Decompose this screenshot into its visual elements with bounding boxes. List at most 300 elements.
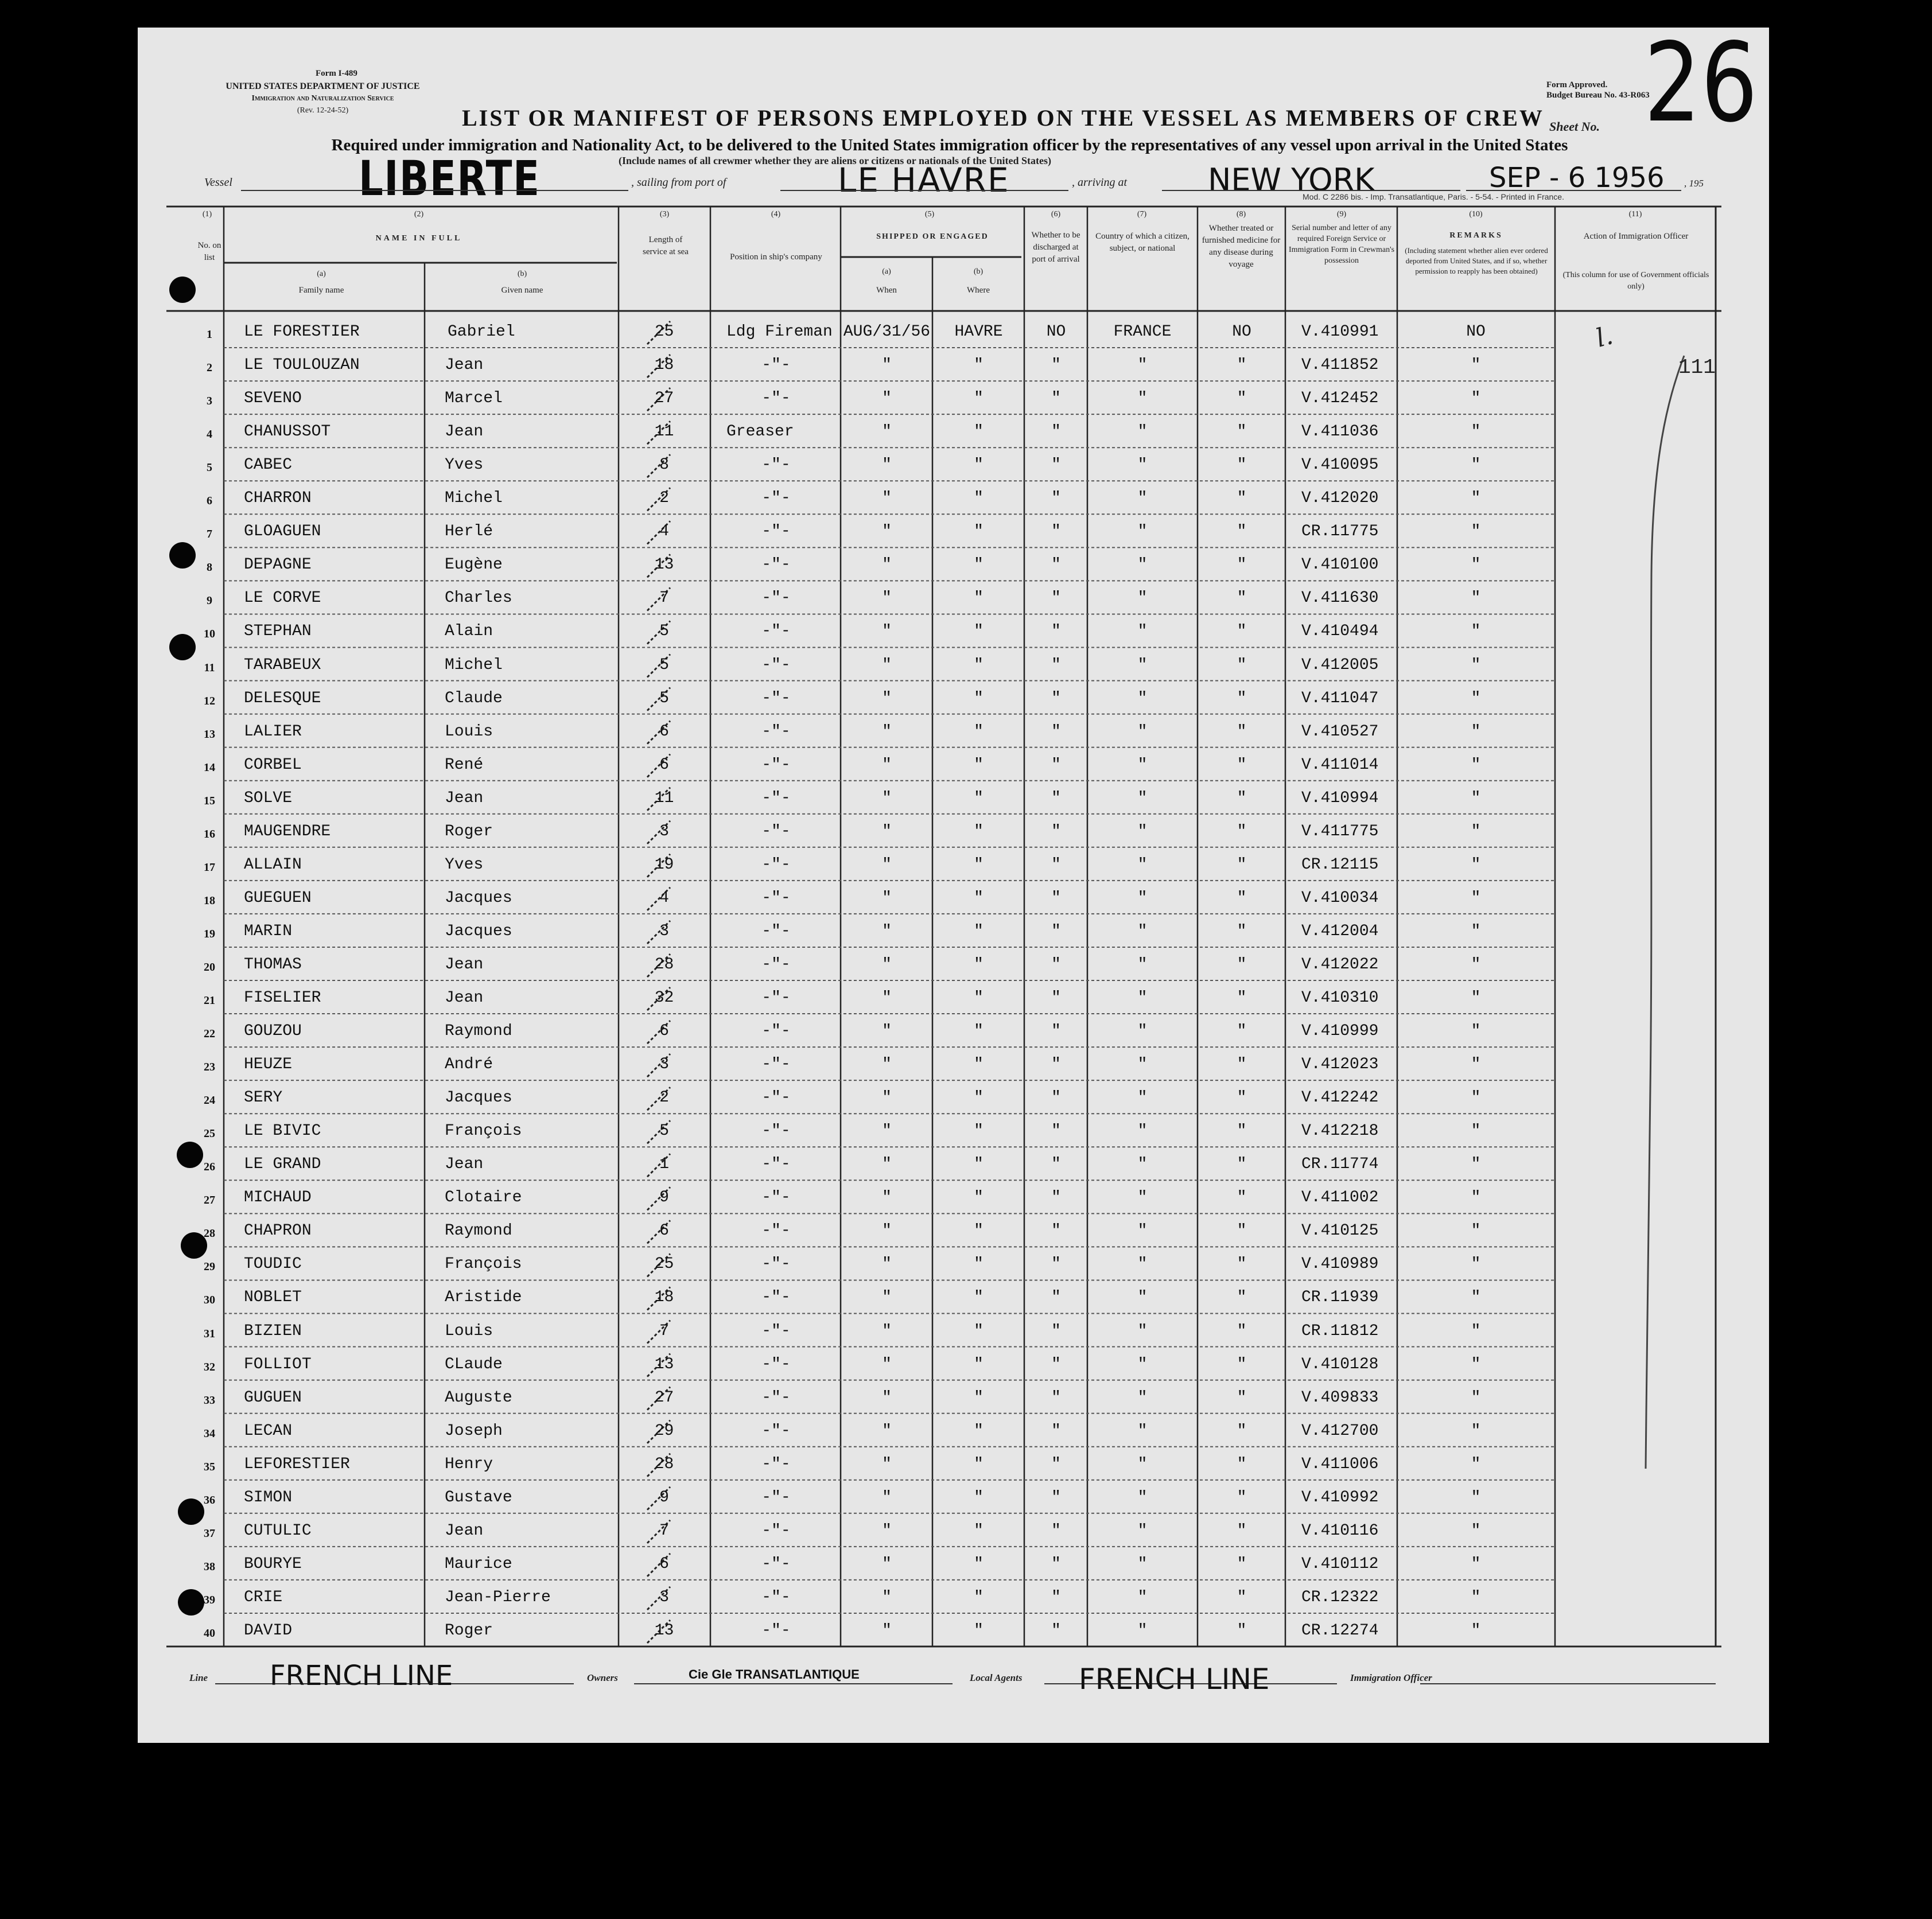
medicine: " (1237, 423, 1247, 441)
row-number: 8 (207, 561, 212, 574)
given-name: Raymond (445, 1222, 512, 1240)
country: " (1137, 1322, 1148, 1340)
position: -"- (761, 1155, 791, 1174)
discharged: " (1051, 489, 1061, 508)
serial-number: V.410994 (1301, 789, 1379, 807)
shipped-where: " (974, 689, 984, 707)
row-number: 7 (207, 528, 212, 541)
remarks: " (1471, 756, 1481, 774)
position: -"- (761, 622, 791, 641)
discharged: " (1051, 1555, 1061, 1573)
serial-number: V.410095 (1301, 456, 1379, 474)
shipped-where: " (974, 1555, 984, 1573)
shipped-when: " (882, 622, 892, 641)
shipped-where: " (974, 1422, 984, 1440)
row-number: 9 (207, 594, 212, 608)
remarks: " (1471, 1022, 1481, 1041)
position: -"- (761, 889, 791, 907)
family-name: CORBEL (244, 756, 302, 774)
family-name: HEUZE (244, 1056, 293, 1074)
service-length: 4 (659, 889, 669, 907)
col5b-number: (b) (973, 267, 984, 276)
service-length: 19 (654, 855, 674, 874)
row-number: 13 (204, 727, 215, 741)
medicine: " (1237, 689, 1247, 707)
shipped-where: " (974, 889, 984, 907)
position: -"- (761, 489, 791, 508)
country: " (1137, 1255, 1148, 1274)
remarks: " (1471, 1388, 1481, 1407)
col9-header: Serial number and letter of any required Foreign Service or Immigration Form in Crewman's possession (1288, 224, 1395, 265)
discharged: " (1051, 1122, 1061, 1140)
discharged: " (1051, 1355, 1061, 1373)
position: -"- (761, 1422, 791, 1440)
shipped-where: " (974, 656, 984, 674)
service-length: 25 (654, 1255, 674, 1274)
given-name: René (445, 756, 484, 774)
serial-number: CR.11774 (1301, 1155, 1379, 1174)
medicine: " (1237, 1255, 1247, 1274)
discharged: " (1051, 855, 1061, 874)
given-name: Joseph (445, 1422, 503, 1440)
family-name: CHARRON (244, 489, 312, 508)
col9-number: (9) (1336, 210, 1347, 219)
serial-number: V.411014 (1301, 756, 1379, 774)
col4-number: (4) (771, 210, 781, 219)
service-length: 5 (659, 689, 669, 707)
row-number: 18 (204, 894, 215, 907)
serial-number: V.410999 (1301, 1022, 1379, 1041)
country: " (1137, 390, 1148, 408)
remarks: " (1471, 955, 1481, 974)
position: -"- (761, 589, 791, 608)
medicine: " (1237, 1388, 1247, 1407)
country: " (1137, 523, 1148, 541)
discharged: " (1051, 1621, 1061, 1640)
department: UNITED STATES DEPARTMENT OF JUSTICE (226, 81, 420, 91)
footer-owners-value: Cie Gle TRANSATLANTIQUE (689, 1667, 860, 1681)
row-number: 17 (204, 861, 215, 874)
printer-line: Mod. C 2286 bis. - Imp. Transatlantique, Paris. - 5-54. - Printed in France. (1303, 192, 1564, 201)
service-length: 18 (654, 1289, 674, 1307)
position: -"- (761, 1056, 791, 1074)
country: " (1137, 889, 1148, 907)
family-name: SIMON (244, 1488, 293, 1507)
family-name: CRIE (244, 1588, 283, 1606)
col8-number: (8) (1236, 210, 1246, 219)
family-name: MICHAUD (244, 1189, 312, 1207)
discharged: " (1051, 456, 1061, 474)
officer-mark-row1: l. (1592, 321, 1616, 353)
country: " (1137, 1555, 1148, 1573)
serial-number: V.410034 (1301, 889, 1379, 907)
position: -"- (761, 356, 791, 375)
shipped-where: " (974, 523, 984, 541)
discharged: " (1051, 523, 1061, 541)
serial-number: CR.11812 (1301, 1322, 1379, 1340)
remarks: " (1471, 1089, 1481, 1107)
discharged: " (1051, 1089, 1061, 1107)
service-length: 5 (659, 622, 669, 641)
service-length: 6 (659, 722, 669, 741)
serial-number: V.411006 (1301, 1455, 1379, 1473)
remarks: " (1471, 689, 1481, 707)
country: " (1137, 1022, 1148, 1041)
country: " (1137, 989, 1148, 1007)
service-length: 13 (654, 556, 674, 574)
row-number: 39 (204, 1593, 215, 1606)
shipped-where: " (974, 1089, 984, 1107)
shipped-when: " (882, 556, 892, 574)
shipped-when: " (882, 1488, 892, 1507)
discharged: " (1051, 955, 1061, 974)
row-number: 28 (204, 1227, 215, 1240)
family-name: LEFORESTIER (244, 1455, 350, 1473)
col2a-header: Family name (298, 286, 344, 295)
position: -"- (761, 756, 791, 774)
serial-number: CR.11939 (1301, 1289, 1379, 1307)
include-text: (Include names of all crewmer whether they are aliens or citizens or nationals of the United States) (619, 155, 1051, 166)
service-length: 2 (659, 1089, 669, 1107)
country: " (1137, 656, 1148, 674)
family-name: SOLVE (244, 789, 293, 807)
shipped-when: " (882, 356, 892, 375)
serial-number: V.410992 (1301, 1488, 1379, 1507)
row-number: 19 (204, 927, 215, 940)
service-length: 18 (654, 356, 674, 375)
medicine: " (1237, 1588, 1247, 1606)
shipped-where: " (974, 789, 984, 807)
shipped-when: " (882, 1322, 892, 1340)
country: " (1137, 1289, 1148, 1307)
given-name: Henry (445, 1455, 493, 1473)
medicine: " (1237, 1056, 1247, 1074)
given-name: Marcel (445, 390, 503, 408)
given-name: Jacques (445, 889, 512, 907)
shipped-when: " (882, 1289, 892, 1307)
discharged: " (1051, 1189, 1061, 1207)
discharged: " (1051, 556, 1061, 574)
footer-agents-label: Local Agents (970, 1672, 1023, 1683)
position: Greaser (726, 423, 794, 441)
shipped-when: " (882, 390, 892, 408)
country: " (1137, 1122, 1148, 1140)
remarks: " (1471, 1521, 1481, 1540)
discharged: " (1051, 589, 1061, 608)
discharged: " (1051, 656, 1061, 674)
shipped-when: " (882, 1355, 892, 1373)
family-name: LE FORESTIER (244, 323, 360, 341)
shipped-where: " (974, 1621, 984, 1640)
discharged: " (1051, 756, 1061, 774)
country: " (1137, 1455, 1148, 1473)
serial-number: V.410989 (1301, 1255, 1379, 1274)
service-length: 6 (659, 756, 669, 774)
family-name: BIZIEN (244, 1322, 302, 1340)
country: " (1137, 789, 1148, 807)
family-name: LE CORVE (244, 589, 321, 608)
serial-number: CR.11775 (1301, 523, 1379, 541)
row-number: 25 (204, 1127, 215, 1140)
country: " (1137, 855, 1148, 874)
col3-number: (3) (659, 210, 670, 219)
shipped-where: " (974, 456, 984, 474)
shipped-where: HAVRE (954, 323, 1003, 341)
position: -"- (761, 523, 791, 541)
country: FRANCE (1113, 323, 1172, 341)
remarks: " (1471, 656, 1481, 674)
arriving-label: , arriving at (1072, 176, 1128, 189)
col11-number: (11) (1628, 210, 1642, 219)
given-name: Clotaire (445, 1189, 522, 1207)
shipped-when: " (882, 889, 892, 907)
position: -"- (761, 1289, 791, 1307)
remarks: " (1471, 556, 1481, 574)
medicine: " (1237, 822, 1247, 840)
given-name: Jean (445, 1521, 484, 1540)
discharged: " (1051, 922, 1061, 940)
country: " (1137, 423, 1148, 441)
given-name: Claude (445, 689, 503, 707)
family-name: TOUDIC (244, 1255, 302, 1274)
remarks: " (1471, 1588, 1481, 1606)
vessel-label: Vessel (204, 176, 232, 189)
serial-number: V.412023 (1301, 1056, 1379, 1074)
col11-header: Action of Immigration Officer (1583, 232, 1689, 241)
sailing-label: , sailing from port of (631, 176, 726, 189)
position: -"- (761, 822, 791, 840)
position: -"- (761, 1189, 791, 1207)
shipped-when: " (882, 423, 892, 441)
col11-sub: (This column for use of Government officials only) (1562, 271, 1709, 291)
position: -"- (761, 456, 791, 474)
serial-number: V.409833 (1301, 1388, 1379, 1407)
medicine: " (1237, 1089, 1247, 1107)
service-length: 11 (654, 789, 674, 807)
row-number: 1 (207, 328, 212, 341)
position: -"- (761, 1555, 791, 1573)
medicine: " (1237, 1022, 1247, 1041)
position: -"- (761, 656, 791, 674)
shipped-when: " (882, 1588, 892, 1606)
footer-agents-value: FRENCH LINE (1079, 1663, 1270, 1696)
shipped-where: " (974, 390, 984, 408)
shipped-when: " (882, 489, 892, 508)
given-name: Jean (445, 356, 484, 375)
shipped-where: " (974, 756, 984, 774)
col2-header: NAME IN FULL (375, 234, 462, 243)
col5a-number: (a) (882, 267, 891, 276)
family-name: CHANUSSOT (244, 423, 331, 441)
given-name: Michel (445, 656, 503, 674)
service-length: 9 (659, 1189, 669, 1207)
given-name: Yves (445, 855, 484, 874)
given-name: Jean (445, 955, 484, 974)
position: -"- (761, 1455, 791, 1473)
shipped-when: " (882, 1521, 892, 1540)
shipped-when: " (882, 1621, 892, 1640)
col2b-number: (b) (517, 270, 527, 278)
medicine: " (1237, 523, 1247, 541)
remarks: " (1471, 1322, 1481, 1340)
shipped-where: " (974, 1289, 984, 1307)
form-title: LIST OR MANIFEST OF PERSONS EMPLOYED ON THE VESSEL AS MEMBERS OF CREW (462, 105, 1544, 131)
country: " (1137, 356, 1148, 375)
col10-header: REMARKS (1449, 231, 1503, 240)
remarks: " (1471, 423, 1481, 441)
medicine: " (1237, 1555, 1247, 1573)
row-number: 11 (204, 661, 215, 674)
row-number: 20 (204, 960, 215, 974)
row-number: 2 (207, 361, 212, 375)
serial-number: V.412700 (1301, 1422, 1379, 1440)
year-suffix: , 195 (1684, 178, 1704, 189)
position: -"- (761, 1588, 791, 1606)
family-name: SERY (244, 1089, 283, 1107)
discharged: " (1051, 423, 1061, 441)
medicine: NO (1232, 323, 1251, 341)
serial-number: V.410991 (1301, 323, 1379, 341)
country: " (1137, 822, 1148, 840)
discharged: " (1051, 1255, 1061, 1274)
service-length: 29 (654, 1422, 674, 1440)
shipped-when: " (882, 1222, 892, 1240)
remarks: " (1471, 789, 1481, 807)
shipped-when: AUG/31/56 (843, 323, 931, 341)
position: -"- (761, 390, 791, 408)
given-name: Gustave (445, 1488, 512, 1507)
service-length: 5 (659, 656, 669, 674)
shipped-where: " (974, 1022, 984, 1041)
country: " (1137, 556, 1148, 574)
medicine: " (1237, 789, 1247, 807)
given-name: Michel (445, 489, 503, 508)
shipped-when: " (882, 1555, 892, 1573)
remarks: " (1471, 622, 1481, 641)
discharged: " (1051, 1455, 1061, 1473)
row-number: 5 (207, 461, 212, 474)
service-length: 27 (654, 390, 674, 408)
shipped-where: " (974, 622, 984, 641)
family-name: DEPAGNE (244, 556, 312, 574)
country: " (1137, 1388, 1148, 1407)
col7-header: Country of which a citizen, subject, or national (1095, 232, 1189, 253)
shipped-where: " (974, 855, 984, 874)
service-length: 2 (659, 489, 669, 508)
position: Ldg Fireman (726, 323, 833, 341)
country: " (1137, 756, 1148, 774)
position: -"- (761, 1255, 791, 1274)
shipped-when: " (882, 1255, 892, 1274)
remarks: " (1471, 390, 1481, 408)
col5a-header: When (876, 286, 897, 295)
remarks: " (1471, 1455, 1481, 1473)
required-text: Required under immigration and Nationality Act, to be delivered to the United States immigration officer by the representatives of any vessel upon arrival in the United States (331, 136, 1568, 154)
col8-header: Whether treated or furnished medicine for any disease during voyage (1202, 224, 1281, 269)
shipped-when: " (882, 1422, 892, 1440)
family-name: GOUZOU (244, 1022, 302, 1041)
medicine: " (1237, 1621, 1247, 1640)
shipped-where: " (974, 722, 984, 741)
discharged: " (1051, 889, 1061, 907)
country: " (1137, 456, 1148, 474)
row-number: 15 (204, 794, 215, 807)
shipped-when: " (882, 689, 892, 707)
discharged: " (1051, 1155, 1061, 1174)
service-length: 6 (659, 1022, 669, 1041)
row-number: 38 (204, 1560, 215, 1573)
remarks: " (1471, 922, 1481, 940)
country: " (1137, 722, 1148, 741)
country: " (1137, 622, 1148, 641)
serial-number: V.411852 (1301, 356, 1379, 375)
service-length: 4 (659, 523, 669, 541)
discharged: " (1051, 1488, 1061, 1507)
col2a-number: (a) (317, 270, 326, 278)
position: -"- (761, 1322, 791, 1340)
col5-header: SHIPPED OR ENGAGED (876, 232, 989, 241)
shipped-where: " (974, 556, 984, 574)
position: -"- (761, 922, 791, 940)
given-name: Jean (445, 989, 484, 1007)
country: " (1137, 1222, 1148, 1240)
remarks: " (1471, 1488, 1481, 1507)
medicine: " (1237, 1289, 1247, 1307)
medicine: " (1237, 855, 1247, 874)
row-number: 14 (204, 761, 215, 774)
position: -"- (761, 1355, 791, 1373)
service-length: 27 (654, 1388, 674, 1407)
discharged: " (1051, 689, 1061, 707)
given-name: Aristide (445, 1289, 522, 1307)
footer-owners-label: Owners (587, 1672, 618, 1683)
service-length: 28 (654, 955, 674, 974)
row-number: 35 (204, 1460, 215, 1473)
shipped-where: " (974, 1322, 984, 1340)
row-number: 3 (207, 395, 212, 408)
serial-number: V.412242 (1301, 1089, 1379, 1107)
row-number: 40 (204, 1626, 215, 1640)
row-number: 32 (204, 1360, 215, 1373)
medicine: " (1237, 1521, 1247, 1540)
row-number: 37 (204, 1527, 215, 1540)
service-length: 13 (654, 1621, 674, 1640)
approval-line1: Form Approved. (1546, 80, 1608, 89)
row-number: 24 (204, 1094, 215, 1107)
medicine: " (1237, 1455, 1247, 1473)
family-name: BOURYE (244, 1555, 302, 1573)
serial-number: V.410100 (1301, 556, 1379, 574)
medicine: " (1237, 1155, 1247, 1174)
footer-line-label: Line (189, 1672, 208, 1683)
shipped-where: " (974, 489, 984, 508)
given-name: Raymond (445, 1022, 512, 1041)
family-name: STEPHAN (244, 622, 312, 641)
family-name: TARABEUX (244, 656, 321, 674)
shipped-when: " (882, 756, 892, 774)
discharged: " (1051, 356, 1061, 375)
discharged: " (1051, 1588, 1061, 1606)
position: -"- (761, 989, 791, 1007)
serial-number: V.412218 (1301, 1122, 1379, 1140)
row-number: 21 (204, 994, 215, 1007)
serial-number: V.412452 (1301, 390, 1379, 408)
shipped-when: " (882, 922, 892, 940)
given-name: Yves (445, 456, 484, 474)
shipped-where: " (974, 922, 984, 940)
country: " (1137, 1155, 1148, 1174)
service-length: 7 (659, 589, 669, 608)
